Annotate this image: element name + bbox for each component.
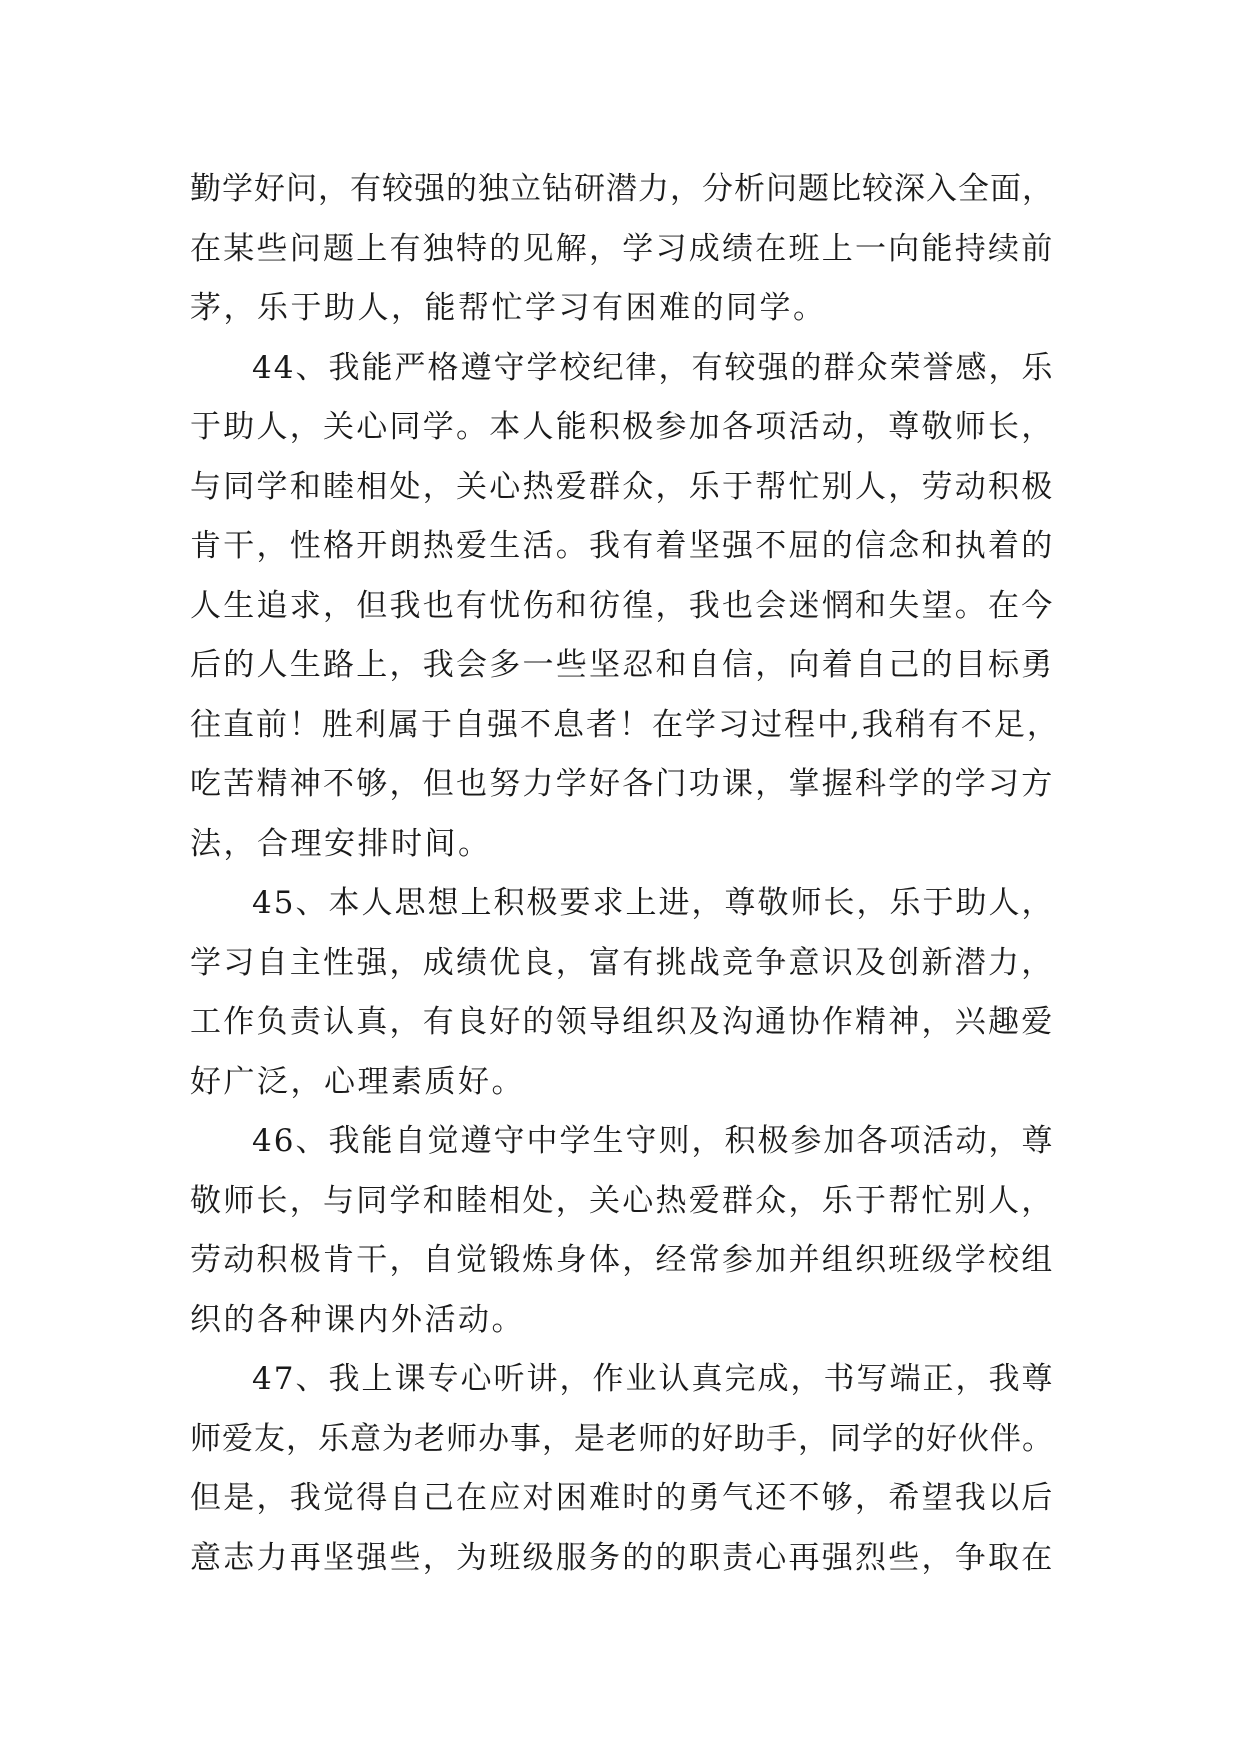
text-line: 肯干，性格开朗热爱生活。我有着坚强不屈的信念和执着的: [190, 528, 1055, 564]
text-line: 后的人生路上，我会多一些坚忍和自信，向着自己的目标勇: [190, 647, 1055, 683]
text-line: 于助人，关心同学。本人能积极参加各项活动，尊敬师长，: [190, 409, 1055, 445]
text-line: 茅，乐于助人，能帮忙学习有困难的同学。: [190, 290, 827, 326]
text-line: 织的各种课内外活动。: [190, 1301, 525, 1338]
text-line: 与同学和睦相处，关心热爱群众，乐于帮忙别人，劳动积极: [190, 468, 1055, 505]
text-line: 好广泛，心理素质好。: [190, 1063, 525, 1100]
text-line: 往直前！胜利属于自强不息者！在学习过程中,我稍有不足，: [190, 706, 1060, 743]
text-line: 法，合理安排时间。: [190, 825, 492, 862]
text-line: 但是，我觉得自己在应对困难时的勇气还不够，希望我以后: [190, 1480, 1055, 1516]
text-line: 46、我能自觉遵守中学生守则，积极参加各项活动，尊: [252, 1123, 1055, 1159]
text-line: 45、本人思想上积极要求上进，尊敬师长，乐于助人，: [252, 885, 1055, 921]
text-line: 47、我上课专心听讲，作业认真完成，书写端正，我尊: [252, 1361, 1055, 1397]
text-line: 吃苦精神不够，但也努力学好各门功课，掌握科学的学习方: [190, 766, 1055, 802]
text-line: 勤学好问，有较强的独立钻研潜力，分析问题比较深入全面，: [190, 171, 1054, 207]
text-line: 44、我能严格遵守学校纪律，有较强的群众荣誉感，乐: [252, 349, 1055, 386]
text-line: 学习自主性强，成绩优良，富有挑战竞争意识及创新潜力，: [190, 944, 1055, 981]
text-line: 意志力再坚强些，为班级服务的的职责心再强烈些，争取在: [190, 1539, 1055, 1576]
text-line: 劳动积极肯干，自觉锻炼身体，经常参加并组织班级学校组: [190, 1242, 1055, 1278]
text-line: 工作负责认真，有良好的领导组织及沟通协作精神，兴趣爱: [190, 1004, 1055, 1040]
document-body: [190, 160, 1060, 1588]
text-line: 在某些问题上有独特的见解，学习成绩在班上一向能持续前: [190, 230, 1055, 267]
text-line: 人生追求，但我也有忧伤和彷徨，我也会迷惘和失望。在今: [190, 587, 1055, 624]
text-line: 敬师长，与同学和睦相处，关心热爱群众，乐于帮忙别人，: [190, 1182, 1055, 1219]
text-line: 师爱友，乐意为老师办事，是老师的好助手，同学的好伙伴。: [190, 1420, 1054, 1457]
